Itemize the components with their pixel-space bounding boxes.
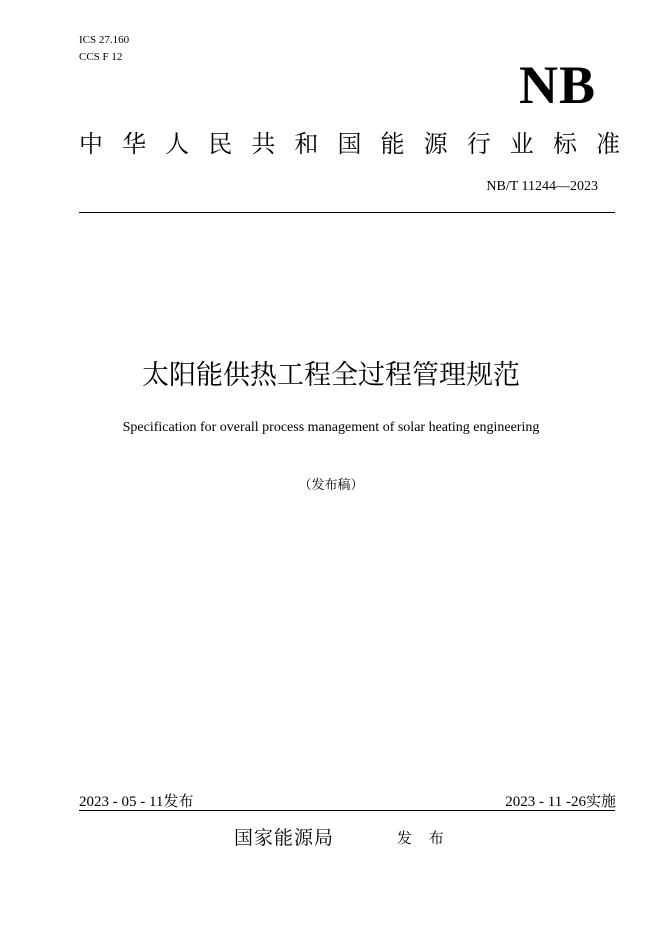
industry-heading-char: 人 xyxy=(165,130,190,158)
implementation-date: 2023 - 11 -26 xyxy=(505,794,586,810)
industry-heading-char: 准 xyxy=(595,130,620,158)
implementation-date-label: 实施 xyxy=(585,792,616,810)
industry-heading-char: 标 xyxy=(552,130,577,158)
draft-status: （发布稿） xyxy=(298,478,364,493)
industry-heading-char: 国 xyxy=(337,130,362,158)
industry-heading-char: 中 xyxy=(79,130,103,158)
industry-heading-char: 共 xyxy=(251,130,276,158)
header-divider xyxy=(79,212,615,213)
industry-heading-char: 业 xyxy=(509,130,534,158)
industry-heading-char: 行 xyxy=(466,130,491,158)
document-title-english: Specification for overall process management of solar heating engineering xyxy=(122,420,540,435)
standard-number: NB/T 11244—2023 xyxy=(486,179,598,194)
issuing-authority: 国家能源局 xyxy=(234,827,335,849)
industry-heading-char: 源 xyxy=(423,130,448,158)
standard-logo: NB xyxy=(518,55,596,115)
issue-word: 发 布 xyxy=(397,829,450,847)
industry-standard-heading xyxy=(79,128,620,160)
industry-heading-char: 和 xyxy=(294,130,319,158)
footer-divider xyxy=(79,810,615,811)
issue-date-line xyxy=(79,792,193,812)
issue-date: 2023 - 05 - 11 xyxy=(79,794,164,810)
implementation-date-line xyxy=(505,792,616,812)
document-title-chinese: 太阳能供热工程全过程管理规范 xyxy=(142,360,520,391)
issue-date-label: 发布 xyxy=(163,792,194,810)
industry-heading-char: 能 xyxy=(380,130,405,158)
ccs-code: CCS F 12 xyxy=(79,51,123,63)
ics-code: ICS 27.160 xyxy=(79,34,130,46)
industry-heading-char: 华 xyxy=(122,130,147,158)
industry-heading-char: 民 xyxy=(208,130,233,158)
